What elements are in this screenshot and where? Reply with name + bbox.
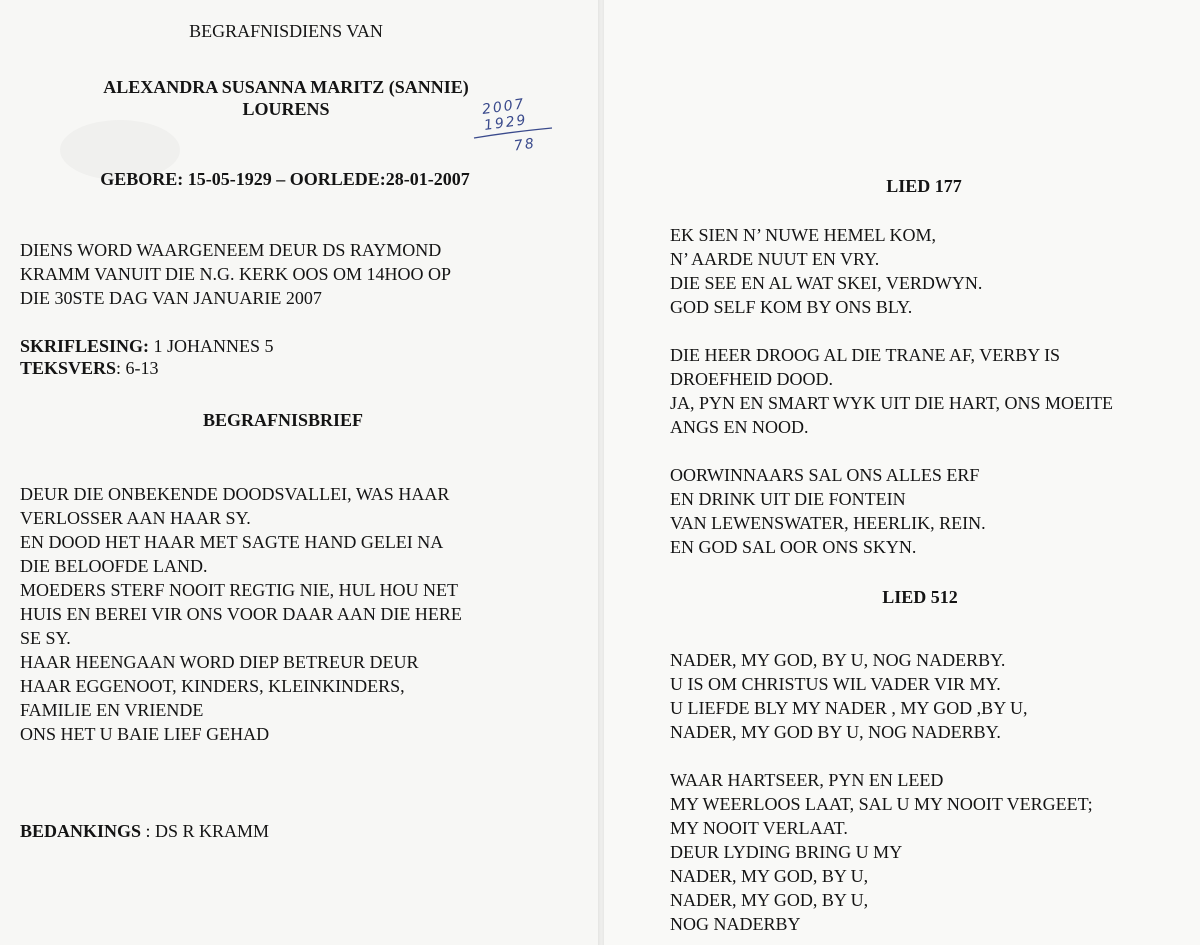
hymn-line: U IS OM CHRISTUS WIL VADER VIR MY.	[670, 674, 1001, 694]
letter-line: HAAR EGGENOOT, KINDERS, KLEINKINDERS,	[20, 676, 405, 696]
hymn-line: U LIEFDE BLY MY NADER , MY GOD ,BY U,	[670, 698, 1028, 718]
letter-line: MOEDERS STERF NOOIT REGTIG NIE, HUL HOU NET	[20, 580, 458, 600]
scripture-reading	[20, 335, 274, 357]
funeral-letter-body	[20, 482, 462, 746]
acknowledgements	[20, 820, 269, 842]
hymn-177-stanza-2	[670, 343, 1113, 439]
acknowledgements-label: BEDANKINGS	[20, 821, 142, 841]
hymn-177-title: LIED 177	[886, 176, 962, 196]
hymn-512-stanza-1	[670, 648, 1028, 744]
hymn-line: DEUR LYDING BRING U MY	[670, 842, 903, 862]
handwritten-year-birth: 1929	[483, 112, 529, 134]
letter-line: DEUR DIE ONBEKENDE DOODSVALLEI, WAS HAAR	[20, 484, 450, 504]
hymn-512-stanza-2	[670, 768, 1093, 936]
hymn-line: EN GOD SAL OOR ONS SKYN.	[670, 537, 917, 557]
hymn-line: EK SIEN N’ NUWE HEMEL KOM,	[670, 225, 936, 245]
hymn-line: N’ AARDE NUUT EN VRY.	[670, 249, 880, 269]
hymn-line: GOD SELF KOM BY ONS BLY.	[670, 297, 913, 317]
hymn-line: DROEFHEID DOOD.	[670, 369, 833, 389]
service-line: KRAMM VANUIT DIE N.G. KERK OOS OM 14HOO OP	[20, 264, 452, 284]
letter-line: HAAR HEENGAAN WORD DIEP BETREUR DEUR	[20, 652, 419, 672]
handwritten-year-death: 2007	[481, 96, 527, 118]
birth-death-dates: GEBORE: 15-05-1929 – OORLEDE:28-01-2007	[100, 169, 470, 189]
deceased-name-line2: LOURENS	[242, 99, 330, 119]
hymn-line: JA, PYN EN SMART WYK UIT DIE HART, ONS MOEITE	[670, 393, 1114, 413]
hymn-512-title: LIED 512	[882, 587, 958, 607]
letter-line: HUIS EN BEREI VIR ONS VOOR DAAR AAN DIE HERE	[20, 604, 462, 624]
hymn-line: NADER, MY GOD BY U, NOG NADERBY.	[670, 722, 1001, 742]
text-verses-label: TEKSVERS	[20, 358, 117, 378]
hymn-line: MY NOOIT VERLAAT.	[670, 818, 848, 838]
funeral-letter-title: BEGRAFNISBRIEF	[202, 410, 364, 430]
letter-line: FAMILIE EN VRIENDE	[20, 700, 204, 720]
deceased-name-line1: ALEXANDRA SUSANNA MARITZ (SANNIE)	[103, 77, 469, 97]
hymn-line: VAN LEWENSWATER, HEERLIK, REIN.	[670, 513, 986, 533]
service-details	[20, 238, 451, 310]
hymn-line: DIE HEER DROOG AL DIE TRANE AF, VERBY IS	[670, 345, 1061, 365]
hymn-line: MY WEERLOOS LAAT, SAL U MY NOOIT VERGEET;	[670, 794, 1093, 814]
hymn-line: NADER, MY GOD, BY U,	[670, 866, 869, 886]
letter-line: ONS HET U BAIE LIEF GEHAD	[20, 724, 270, 744]
scripture-reading-value: 1 JOHANNES 5	[149, 336, 274, 356]
acknowledgements-value: : DS R KRAMM	[141, 821, 270, 841]
handwritten-age-calculation	[470, 98, 560, 160]
text-verses	[20, 357, 159, 379]
service-heading: BEGRAFNISDIENS VAN	[189, 21, 383, 41]
text-verses-value: : 6-13	[116, 358, 159, 378]
hymn-line: NOG NADERBY	[670, 914, 801, 934]
hymn-line: NADER, MY GOD, BY U,	[670, 890, 869, 910]
right-page	[604, 0, 1200, 945]
left-page	[0, 0, 598, 945]
handwritten-age: 78	[512, 135, 537, 155]
letter-line: VERLOSSER AAN HAAR SY.	[20, 508, 251, 528]
hymn-line: WAAR HARTSEER, PYN EN LEED	[670, 770, 944, 790]
hymn-line: ANGS EN NOOD.	[670, 417, 809, 437]
service-line: DIENS WORD WAARGENEEM DEUR DS RAYMOND	[20, 240, 442, 260]
letter-line: SE SY.	[20, 628, 71, 648]
hymn-line: NADER, MY GOD, BY U, NOG NADERBY.	[670, 650, 1006, 670]
service-line: DIE 30STE DAG VAN JANUARIE 2007	[20, 288, 322, 308]
hymn-line: OORWINNAARS SAL ONS ALLES ERF	[670, 465, 980, 485]
hymn-line: DIE SEE EN AL WAT SKEI, VERDWYN.	[670, 273, 983, 293]
hymn-line: EN DRINK UIT DIE FONTEIN	[670, 489, 906, 509]
letter-line: EN DOOD HET HAAR MET SAGTE HAND GELEI NA	[20, 532, 444, 552]
letter-line: DIE BELOOFDE LAND.	[20, 556, 208, 576]
hymn-177-stanza-1	[670, 223, 982, 319]
hymn-177-stanza-3	[670, 463, 986, 559]
scripture-reading-label: SKRIFLESING:	[20, 336, 150, 356]
